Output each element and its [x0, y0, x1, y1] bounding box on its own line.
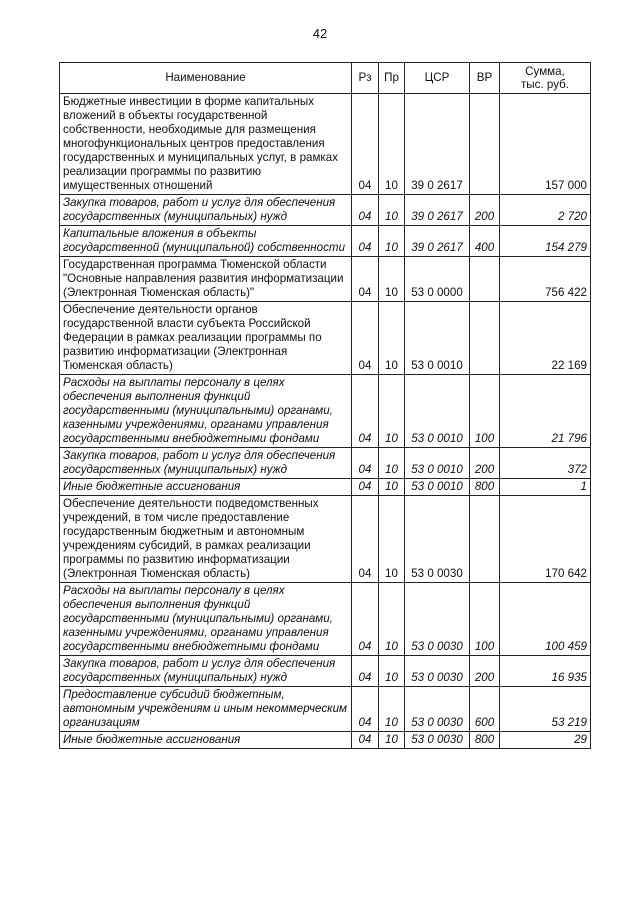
- cell-sum: 372: [500, 448, 591, 479]
- cell-csr: 53 0 0030: [405, 732, 470, 749]
- cell-vr: [470, 302, 500, 375]
- cell-name: Иные бюджетные ассигнования: [60, 732, 352, 749]
- budget-table: [59, 62, 591, 749]
- cell-name: Закупка товаров, работ и услуг для обеспечения государственных (муниципальных) нужд: [60, 195, 352, 226]
- cell-rz: 04: [352, 687, 379, 732]
- cell-rz: 04: [352, 479, 379, 496]
- cell-rz: 04: [352, 448, 379, 479]
- cell-csr: 39 0 2617: [405, 226, 470, 257]
- table-row: [60, 226, 591, 257]
- cell-name: Государственная программа Тюменской области "Основные направления развития информатизации (Электронная Тюменская область)": [60, 257, 352, 302]
- cell-name: Иные бюджетные ассигнования: [60, 479, 352, 496]
- header-sum: [500, 63, 591, 94]
- cell-rz: 04: [352, 732, 379, 749]
- cell-rz: 04: [352, 195, 379, 226]
- cell-csr: 53 0 0010: [405, 375, 470, 448]
- cell-sum: 154 279: [500, 226, 591, 257]
- cell-csr: 39 0 2617: [405, 195, 470, 226]
- cell-pr: 10: [379, 448, 405, 479]
- cell-sum: 53 219: [500, 687, 591, 732]
- page-number: 42: [312, 26, 328, 41]
- table-header-row: [60, 63, 591, 94]
- table-row: [60, 375, 591, 448]
- table-row: [60, 687, 591, 732]
- cell-pr: 10: [379, 496, 405, 583]
- cell-csr: 53 0 0030: [405, 656, 470, 687]
- header-name: Наименование: [60, 63, 352, 94]
- cell-pr: 10: [379, 656, 405, 687]
- cell-csr: 53 0 0000: [405, 257, 470, 302]
- cell-rz: 04: [352, 375, 379, 448]
- cell-sum: 22 169: [500, 302, 591, 375]
- cell-pr: 10: [379, 195, 405, 226]
- cell-name: Закупка товаров, работ и услуг для обеспечения государственных (муниципальных) нужд: [60, 656, 352, 687]
- cell-sum: 157 000: [500, 94, 591, 195]
- cell-pr: 10: [379, 375, 405, 448]
- cell-pr: 10: [379, 583, 405, 656]
- header-sum-line1: Сумма,: [525, 65, 565, 78]
- cell-vr: 800: [470, 732, 500, 749]
- cell-sum: 170 642: [500, 496, 591, 583]
- table-row: [60, 583, 591, 656]
- table-body: [60, 94, 591, 749]
- cell-name: Закупка товаров, работ и услуг для обеспечения государственных (муниципальных) нужд: [60, 448, 352, 479]
- cell-sum: 100 459: [500, 583, 591, 656]
- header-csr: ЦСР: [405, 63, 470, 94]
- cell-name: Расходы на выплаты персоналу в целях обеспечения выполнения функций государственными (муниципальными) органами, казенными учреждениями, органами управления государственными внебюджетными фондами: [60, 583, 352, 656]
- cell-rz: 04: [352, 583, 379, 656]
- cell-sum: 16 935: [500, 656, 591, 687]
- table-row: [60, 479, 591, 496]
- cell-pr: 10: [379, 687, 405, 732]
- cell-pr: 10: [379, 732, 405, 749]
- cell-csr: 53 0 0030: [405, 583, 470, 656]
- cell-name: Предоставление субсидий бюджетным, автономным учреждениям и иным некоммерческим организациям: [60, 687, 352, 732]
- cell-pr: 10: [379, 479, 405, 496]
- table-row: [60, 448, 591, 479]
- cell-rz: 04: [352, 496, 379, 583]
- cell-name: Обеспечение деятельности органов государственной власти субъекта Российской Федерации в рамках реализации программы по развитию информатизации (Электронная Тюменская область): [60, 302, 352, 375]
- cell-pr: 10: [379, 94, 405, 195]
- cell-sum: 29: [500, 732, 591, 749]
- cell-sum: 1: [500, 479, 591, 496]
- table-row: [60, 302, 591, 375]
- header-sum-line2: тыс. руб.: [521, 78, 569, 91]
- cell-pr: 10: [379, 257, 405, 302]
- table-row: [60, 732, 591, 749]
- cell-name: Обеспечение деятельности подведомственных учреждений, в том числе предоставление государственным бюджетным и автономным учреждениям субсидий, в рамках реализации программы по развитию информатизации (Электронная Тюменская область): [60, 496, 352, 583]
- cell-rz: 04: [352, 257, 379, 302]
- table-row: [60, 496, 591, 583]
- cell-vr: [470, 94, 500, 195]
- header-rz: Рз: [352, 63, 379, 94]
- cell-vr: [470, 496, 500, 583]
- header-vr: ВР: [470, 63, 500, 94]
- cell-vr: 200: [470, 195, 500, 226]
- table-row: [60, 195, 591, 226]
- cell-vr: 200: [470, 448, 500, 479]
- table-row: [60, 94, 591, 195]
- cell-csr: 39 0 2617: [405, 94, 470, 195]
- header-pr: Пр: [379, 63, 405, 94]
- cell-name: Расходы на выплаты персоналу в целях обеспечения выполнения функций государственными (муниципальными) органами, казенными учреждениями, органами управления государственными внебюджетными фондами: [60, 375, 352, 448]
- cell-csr: 53 0 0010: [405, 448, 470, 479]
- cell-rz: 04: [352, 302, 379, 375]
- cell-name: Капитальные вложения в объекты государственной (муниципальной) собственности: [60, 226, 352, 257]
- cell-pr: 10: [379, 302, 405, 375]
- cell-csr: 53 0 0010: [405, 479, 470, 496]
- cell-vr: 600: [470, 687, 500, 732]
- cell-vr: 100: [470, 583, 500, 656]
- cell-rz: 04: [352, 656, 379, 687]
- cell-sum: 2 720: [500, 195, 591, 226]
- cell-csr: 53 0 0030: [405, 687, 470, 732]
- cell-sum: 21 796: [500, 375, 591, 448]
- cell-rz: 04: [352, 226, 379, 257]
- cell-sum: 756 422: [500, 257, 591, 302]
- cell-vr: 800: [470, 479, 500, 496]
- cell-name: Бюджетные инвестиции в форме капитальных вложений в объекты государственной собственности, необходимые для размещения многофункциональных центров предоставления государственных и муниципальных услуг, в рамках реализации программы по развитию имущественных отношений: [60, 94, 352, 195]
- cell-csr: 53 0 0030: [405, 496, 470, 583]
- cell-vr: 100: [470, 375, 500, 448]
- cell-vr: 200: [470, 656, 500, 687]
- cell-csr: 53 0 0010: [405, 302, 470, 375]
- table-row: [60, 257, 591, 302]
- table-row: [60, 656, 591, 687]
- cell-rz: 04: [352, 94, 379, 195]
- cell-vr: [470, 257, 500, 302]
- cell-pr: 10: [379, 226, 405, 257]
- cell-vr: 400: [470, 226, 500, 257]
